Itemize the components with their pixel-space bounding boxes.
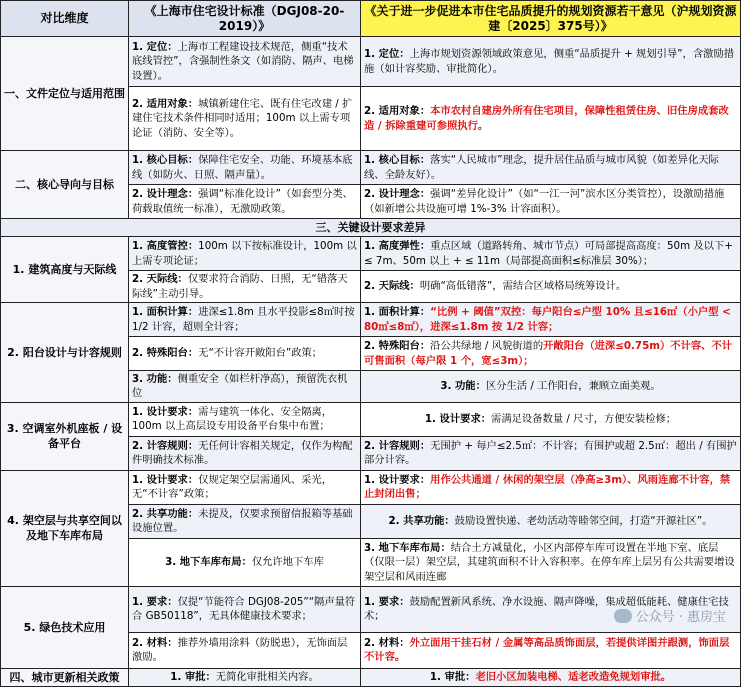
category-label: 1. 建筑高度与天际线 xyxy=(1,237,129,303)
watermark-text: 公众号 · 惠房宝 xyxy=(635,610,726,625)
item-text: 无任何计容相关规定，仅作为构配件明确技术标准。 xyxy=(132,439,353,467)
item-text: 鼓励设置快递、老幼活动等睦邻空间，打造“开源社区”。 xyxy=(454,515,713,528)
section-3-title: 三、关键设计要求差异 xyxy=(1,219,741,237)
item-label: 2. 适用对象： xyxy=(132,97,199,110)
cell-standard xyxy=(129,37,361,87)
item-label: 2. 天际线： xyxy=(364,280,420,293)
cell-policy xyxy=(361,87,741,151)
item-text: 区分生活 / 工作阳台，兼顾立面美观。 xyxy=(485,380,661,393)
section-row xyxy=(1,219,741,237)
item-text: 沿公共绿地 / 风貌街道的 xyxy=(430,340,544,353)
watermark xyxy=(614,606,726,625)
item-label: 3. 功能： xyxy=(132,373,178,385)
cell-policy xyxy=(361,668,741,686)
item-label: 2. 适用对象： xyxy=(364,105,431,118)
table-row xyxy=(1,402,741,436)
item-text-highlight: 老旧小区加装电梯、适老改造免规划审批。 xyxy=(475,671,672,684)
item-label: 2. 特殊阳台： xyxy=(132,347,199,360)
category-label: 4. 架空层与共享空间以及地下车库布局 xyxy=(1,470,129,586)
item-text: 结合土方减量化，小区内部停车库可设置在半地下室、底层（仅限一层）架空层，其建筑面积不计入容积率。在停车库上层另有公共需要增设架空层和风雨连廊 xyxy=(364,541,735,583)
item-label: 3. 地下车库布局： xyxy=(165,556,252,569)
item-text: 重点区域（道路转角、城市节点）可局部提高高度：50m 及以下+ ≤ 7m、50m 以上 + ≤ 11m（局部提高面积≤标准层 30%）； xyxy=(364,240,733,267)
item-text: 进深≤1.8m 且水平投影≤8㎡时按 1/2 计容，超则全计容； xyxy=(132,306,355,333)
item-text: 推荐外墙用涂料（防脱患），无饰面层激励。 xyxy=(132,636,348,664)
item-label: 1. 审批： xyxy=(429,671,476,684)
item-text: 侧重安全（如栏杆净高），预留洗衣机位 xyxy=(132,373,348,400)
item-label: 1. 面积计算： xyxy=(364,306,431,319)
cell-policy xyxy=(361,470,741,504)
cell-standard xyxy=(129,504,361,538)
cell-standard xyxy=(129,87,361,151)
cell-policy xyxy=(361,37,741,87)
table-row xyxy=(1,470,741,504)
table-row xyxy=(1,303,741,337)
item-label: 1. 设计要求： xyxy=(132,405,199,418)
item-label: 1. 设计要求： xyxy=(132,473,199,486)
cell-standard xyxy=(129,436,361,470)
item-label: 1. 审批： xyxy=(170,671,216,684)
cell-standard xyxy=(129,271,361,303)
item-text-highlight: 本市农村自建房外所有住宅项目，保障性租赁住房、旧住房成套改造 / 拆除重建可参照执行。 xyxy=(364,105,729,132)
item-text: 未提及，仅要求预留信报箱等基础设施位置。 xyxy=(132,507,353,535)
cell-standard xyxy=(129,402,361,436)
section-1-title: 一、文件定位与适用范围 xyxy=(1,37,129,151)
item-label: 1. 核心目标： xyxy=(132,154,199,167)
item-label: 1. 高度弹性： xyxy=(364,240,431,253)
header-row xyxy=(1,1,741,37)
item-text: 强调“标准化设计”（如套型分类、荷载取值统一标准），无激励政策。 xyxy=(132,188,353,215)
item-text: 仅允许地下车库 xyxy=(251,556,324,569)
item-label: 2. 共享功能： xyxy=(132,507,199,520)
table-row xyxy=(1,37,741,87)
header-dimension: 对比维度 xyxy=(1,1,129,37)
cell-policy xyxy=(361,185,741,219)
cell-policy xyxy=(361,632,741,668)
header-standard: 《上海市住宅设计标准（DGJ08-20-2019）》 xyxy=(129,1,361,37)
item-label: 1. 面积计算： xyxy=(132,306,199,319)
item-text-highlight: 用作公共通道 / 休闲的架空层（净高≥3m）、风雨连廊不计容，禁止封闭出售； xyxy=(364,473,731,501)
item-text: 需满足设备数量 / 尺寸，方便安装检修； xyxy=(491,413,677,426)
section-4-title: 四、城市更新相关政策 xyxy=(1,668,129,686)
cell-standard xyxy=(129,586,361,632)
header-policy: 《关于进一步促进本市住宅品质提升的规划资源若干意见（沪规划资源建〔2025〕375号）》 xyxy=(361,1,741,37)
cell-standard xyxy=(129,470,361,504)
item-label: 1. 设计要求： xyxy=(364,473,431,486)
item-label: 1. 定位： xyxy=(132,40,178,53)
cell-policy xyxy=(361,504,741,538)
cell-standard xyxy=(129,237,361,271)
cell-standard xyxy=(129,151,361,185)
item-text: 保障住宅安全、功能、环境基本底线（如防火、日照、隔声量）。 xyxy=(132,154,353,181)
item-text-highlight: 外立面用干挂石材 / 金属等高品质饰面层，若提供详图并跟测，饰面层不计容。 xyxy=(364,636,730,664)
cell-standard xyxy=(129,337,361,371)
item-text: 明确“高低错落”，需结合区域格局统筹设计。 xyxy=(419,280,627,293)
cell-policy xyxy=(361,402,741,436)
item-label: 1. 要求： xyxy=(132,595,178,608)
item-text: 无“不计容开敞阳台”政策； xyxy=(198,347,323,360)
section-2-title: 二、核心导向与目标 xyxy=(1,151,129,219)
item-text: 需与建筑一体化、安全隔离，100m 以上高层设专用设备平台集中布置； xyxy=(132,405,333,433)
cell-policy xyxy=(361,237,741,271)
item-text: 100m 以下按标准设计，100m 以上需专项论证； xyxy=(132,240,357,267)
item-label: 1. 核心目标： xyxy=(364,154,431,167)
cell-policy xyxy=(361,538,741,586)
cell-standard xyxy=(129,303,361,337)
cell-policy xyxy=(361,151,741,185)
cell-standard xyxy=(129,538,361,586)
cell-standard xyxy=(129,371,361,403)
item-text: 仅要求符合消防、日照，无“错落天际线”主动引导。 xyxy=(132,273,348,300)
item-text: 上海市工程建设技术规范，侧重“技术底线管控”，含强制性条文（如消防、隔声、电梯设置）。 xyxy=(132,40,354,82)
cell-standard xyxy=(129,632,361,668)
item-label: 2. 材料： xyxy=(132,636,178,649)
table-row xyxy=(1,237,741,271)
item-text: 仅规定架空层需通风、采光，无“不计容”政策； xyxy=(132,473,333,501)
category-label: 5. 绿色技术应用 xyxy=(1,586,129,668)
cell-policy xyxy=(361,371,741,403)
category-label: 2. 阳台设计与计容规则 xyxy=(1,303,129,403)
cell-policy xyxy=(361,436,741,470)
cell-policy xyxy=(361,271,741,303)
category-label: 3. 空调室外机座板 / 设备平台 xyxy=(1,402,129,470)
item-label: 2. 设计理念： xyxy=(132,188,199,201)
item-text: 强调“差异化设计”（如“一江一河”滨水区分类管控），设激励措施（如新增公共设施可增 1%-3% 计容面积）。 xyxy=(364,188,725,215)
item-text: 落实“人民城市”理念，提升居住品质与城市风貌（如差异化天际线、全龄友好）。 xyxy=(364,154,719,181)
item-label: 2. 设计理念： xyxy=(364,188,431,201)
cell-policy xyxy=(361,303,741,337)
item-label: 2. 特殊阳台： xyxy=(364,340,431,353)
cell-policy xyxy=(361,337,741,371)
item-text-highlight: 开敞阳台（进深≤0.75m）不计容、不计可售面积（每户限 1 个，宽≤3m）； xyxy=(364,340,733,367)
item-label: 3. 地下车库布局： xyxy=(364,541,451,554)
table-row xyxy=(1,668,741,686)
item-text: 上海市规划资源领域政策意见，侧重“品质提升 + 规划引导”，含激励措施（如计容奖励、审批简化）。 xyxy=(364,48,735,75)
item-label: 2. 计容规则： xyxy=(364,439,431,452)
item-text-highlight: “比例 + 阈值”双控：每户阳台≤户型 10% 且≤16㎡（小户型 < 80㎡≤8㎡），进深≤1.8m 按 1/2 计容； xyxy=(364,306,731,333)
item-label: 2. 材料： xyxy=(364,636,410,649)
item-text: 无简化审批相关内容。 xyxy=(215,671,319,684)
item-text: 鼓励配置新风系统、净水设施、隔声降噪，集成超低能耗、健康住宅技术； xyxy=(364,595,729,623)
wechat-icon xyxy=(614,609,632,623)
item-label: 1. 高度管控： xyxy=(132,240,199,253)
item-text: 仅提“节能符合 DGJ08-205”“隔声量符合 GB50118”，无具体健康技术要求； xyxy=(132,595,356,623)
item-label: 3. 功能： xyxy=(440,380,486,393)
item-label: 2. 共享功能： xyxy=(388,515,455,528)
table-row xyxy=(1,151,741,185)
item-text: 无围护 + 每户≤2.5㎡：不计容；有围护或超 2.5㎡：超出 / 有围护部分计容。 xyxy=(364,439,737,467)
item-label: 1. 定位： xyxy=(364,48,410,61)
item-text: 城镇新建住宅、既有住宅改建 / 扩建住宅技术条件相同时适用；100m 以上需专项论证（消防、安全等）。 xyxy=(132,97,353,139)
item-label: 2. 天际线： xyxy=(132,273,188,286)
cell-standard xyxy=(129,185,361,219)
item-label: 2. 计容规则： xyxy=(132,439,199,452)
item-label: 1. 要求： xyxy=(364,595,410,608)
cell-standard xyxy=(129,668,361,686)
item-label: 1. 设计要求： xyxy=(424,413,492,426)
